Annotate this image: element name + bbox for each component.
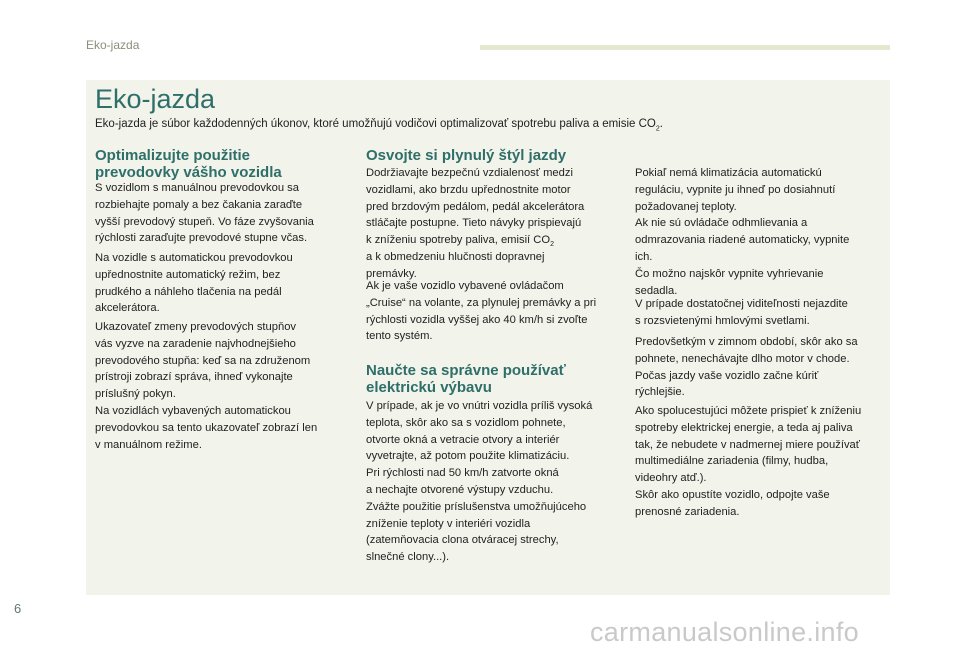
page-number: 6	[14, 601, 22, 616]
section-climate-paragraph-4: Ako spolucestujúci môžete prispieť k zníženiu spotreby elektrickej energie, a teda aj paliva tak, že nebudete v nadmernej miere používať multimediálne zariadenia (filmy, hudba, videohry atď.). Skôr ako opustíte vozidlo, odpojte vaše prenosné zariadenia.	[635, 405, 862, 518]
watermark: carmanualsonline.info	[590, 617, 859, 647]
section-driving-heading: Osvojte si plynulý štýl jazdy	[366, 147, 567, 164]
section-electric-paragraph-1: V prípade, ak je vo vnútri vozidla príliš vysoká teplota, skôr ako sa s vozidlom pohnete, otvorte okná a vetracie otvory a interiér vyvetrajte, až potom použite klimatizáciu. Pri rýchlosti nad 50 km/h zatvorte okná a nechajte otvorené výstupy vzduchu. Zvážte použitie príslušenstva umožňujúceho zníženie teploty v interiéri vozidla (zatemňovacia clona otváracej strechy, slnečné clony...).	[366, 400, 593, 564]
section-gearbox-heading: Optimalizujte použitie prevodovky vášho vozidla	[95, 147, 282, 181]
section-gearbox-paragraph-2: Na vozidle s automatickou prevodovkou upřednostnite automatický režim, bez prudkého a náhleho tlačenia na pedál akcelerátora.	[95, 252, 293, 315]
section-climate-paragraph-3: Predovšetkým v zimnom období, skôr ako sa pohnete, nenechávajte dlho motor v chode. Počas jazdy vaše vozidlo začne kúriť rýchlejšie.	[635, 336, 858, 399]
section-driving-paragraph-1: Dodržiavajte bezpečnú vzdialenosť medzi vozidlami, ako brzdu upřednostnite motor pred brzdovým pedálom, pedál akcelerátora stláčajte postupne. Tieto návyky prispievajú k zníženiu spotreby paliva, emisií $CO_2$ a k obmedzeniu hlučnosti dopravnej premávky.	[366, 167, 585, 280]
header-title: Eko-jazda	[86, 38, 140, 52]
header-bar	[480, 45, 890, 50]
section-driving-paragraph-2: Ak je vaše vozidlo vybavené ovládačom „Cruise“ na volante, za plynulej premávky a pri rýchlosti vozidla vyššej ako 40 km/h si zvoľte tento systém.	[366, 280, 597, 343]
section-climate-paragraph-2: V prípade dostatočnej viditeľnosti nejazdite s rozsvietenými hmlovými svetlami.	[635, 298, 848, 327]
section-electric-heading: Naučte sa správne používať elektrickú výbavu	[366, 362, 566, 396]
section-gearbox-paragraph-1: S vozidlom s manuálnou prevodovkou sa rozbiehajte pomaly a bez čakania zaraďte vyšší prevodový stupeň. Vo fáze zvyšovania rýchlosti zaraďujte prevodové stupne včas.	[95, 182, 314, 245]
page-title: Eko-jazda	[95, 84, 216, 114]
section-gearbox-paragraph-3: Ukazovateľ zmeny prevodových stupňov vás vyzve na zaradenie najvhodnejšieho prevodového stupňa: keď sa na združenom prístroji zobrazí správa, ihneď vykonajte príslušný pokyn. Na vozidlách vybavených automatickou prevodovkou sa tento ukazovateľ zobrazí len v manuálnom režime.	[95, 321, 318, 451]
intro-text: Eko-jazda je súbor každodenných úkonov, ktoré umožňujú vodičovi optimalizovať spotrebu paliva a emisie $CO_2$.	[95, 118, 663, 133]
section-climate-paragraph-1: Pokiaľ nemá klimatizácia automatickú reguláciu, vypnite ju ihneď po dosiahnutí požadovanej teploty. Ak nie sú ovládače odhmlievania a odmrazovania riadené automaticky, vypnite ich. Čo možno najskôr vypnite vyhrievanie sedadla.	[635, 167, 850, 297]
